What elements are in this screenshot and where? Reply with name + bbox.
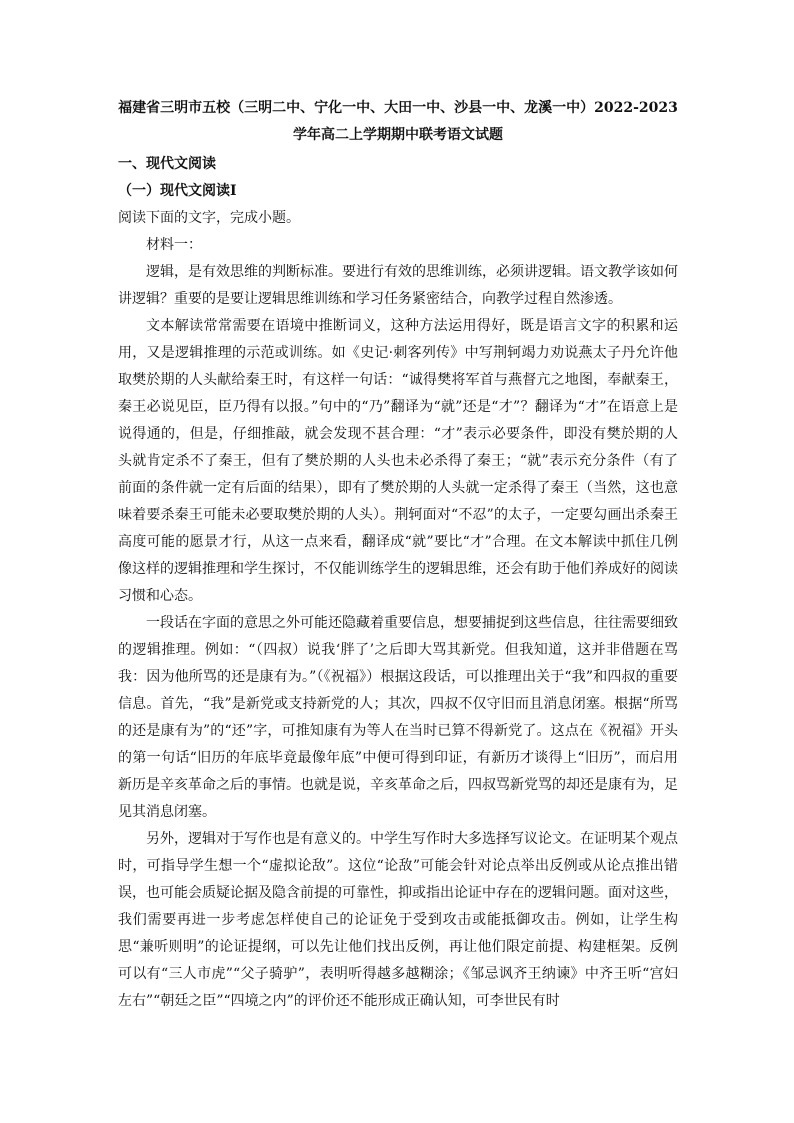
- subsection-heading: （一）现代文阅读Ⅰ: [118, 183, 237, 199]
- paragraph: 逻辑，是有效思维的判断标准。要进行有效的思维训练，必须讲逻辑。语文教学该如何讲逻辑？重要的是要让逻辑思维训练和学习任务紧密结合，向教学过程自然渗透。: [118, 264, 678, 307]
- paragraph: 一段话在字面的意思之外可能还隐藏着重要信息，想要捕捉到这些信息，往往需要细致的逻辑推理。例如：“（四叔）说我‘胖了’之后即大骂其新党。但我知道，这并非借题在骂我：因为他所骂的还是康有为。”（《祝福》）根据这段话，可以推理出关于“我”和四叔的重要信息。首先，“我”是新党或支持新党的人；其次，四叔不仅守旧而且消息闭塞。根据“所骂的还是康有为”的“还”字，可推知康有为等人在当时已算不得新党了。这点在《祝福》开头的第一句话“旧历的年底毕竟最像年底”中便可得到印证，有新历才谈得上“旧历”，而启用新历是辛亥革命之后的事情。也就是说，辛亥革命之后，四叔骂新党骂的却还是康有为，足见其消息闭塞。: [118, 615, 678, 820]
- paragraph: 另外，逻辑对于写作也是有意义的。中学生写作时大多选择写议论文。在证明某个观点时，可指导学生想一个“虚拟论敌”。这位“论敌”可能会针对论点举出反例或从论点推出错误，也可能会质疑论据及隐含前提的可靠性，抑或指出论证中存在的逻辑问题。面对这些，我们需要再进一步考虑怎样使自己的论证免于受到攻击或能抵御攻击。例如，让学生构思“兼听则明”的论证提纲，可以先让他们找出反例，再让他们限定前提、构建框架。反例可以有“三人市虎”“父子骑驴”，表明听得越多越糊涂；《邹忌讽齐王纳谏》中齐王听“宫妇左右”“朝廷之臣”“四境之内”的评价还不能形成正确认知，可李世民有时: [118, 831, 678, 1009]
- section-heading: 一、现代文阅读: [118, 156, 216, 172]
- document-title: 福建省三明市五校（三明二中、宁化一中、大田一中、沙县一中、龙溪一中）2022-2023学年高二上学期期中联考语文试题: [118, 100, 678, 143]
- paragraph: 文本解读常常需要在语境中推断词义，这种方法运用得好，既是语言文字的积累和运用，又是逻辑推理的示范或训练。如《史记·刺客列传》中写荆轲竭力劝说燕太子丹允许他取樊於期的人头献给秦王时，有这样一句话：“诚得樊将军首与燕督亢之地图，奉献秦王，秦王必说见臣，臣乃得有以报。”句中的“乃”翻译为“就”还是“才”？翻译为“才”在语意上是说得通的，但是，仔细推敲，就会发现不甚合理：“才”表示必要条件，即没有樊於期的人头就肯定杀不了秦王，但有了樊於期的人头也未必杀得了秦王；“就”表示充分条件（有了前面的条件就一定有后面的结果），即有了樊於期的人头就一定杀得了秦王（当然，这也意味着要杀秦王可能未必要取樊於期的人头）。荆轲面对“不忍”的太子，一定要勾画出杀秦王高度可能的愿景才行，从这一点来看，翻译成“就”要比“才”合理。在文本解读中抓住几例像这样的逻辑推理和学生探讨，不仅能训练学生的逻辑思维，还会有助于他们养成好的阅读习惯和心态。: [118, 318, 678, 604]
- document-body: [118, 95, 678, 1015]
- reading-instruction: 阅读下面的文字，完成小题。: [118, 210, 300, 226]
- material-label: 材料一：: [146, 237, 202, 253]
